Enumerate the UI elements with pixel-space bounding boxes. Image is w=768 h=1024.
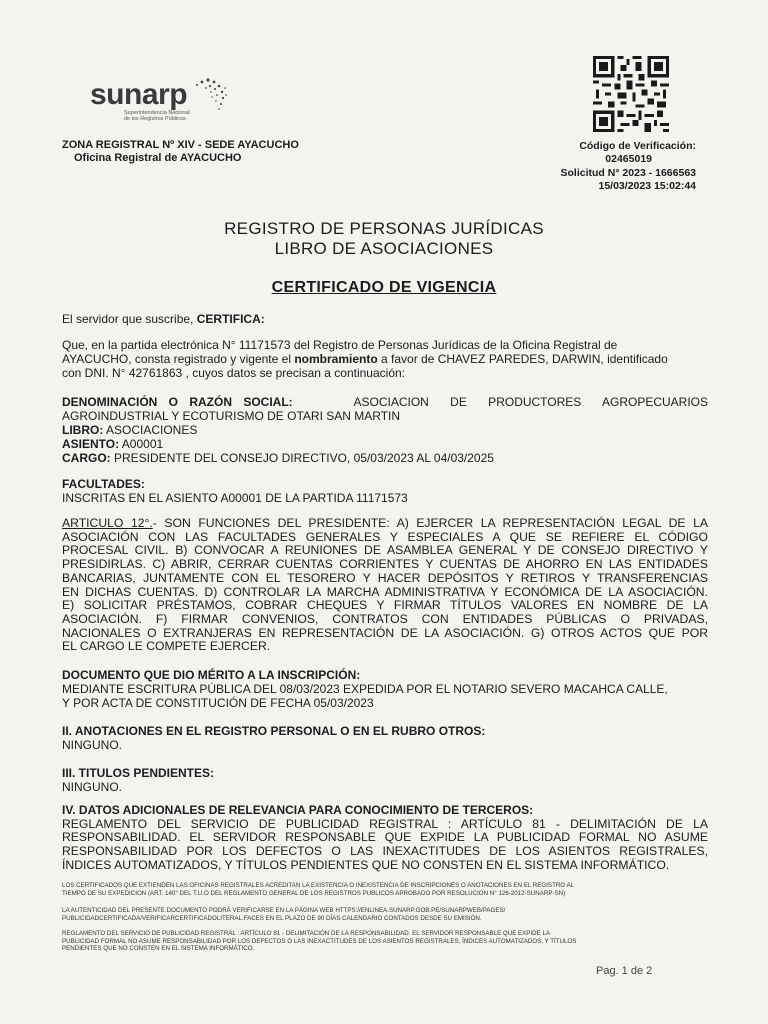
asiento-label: ASIENTO: — [62, 437, 120, 451]
documento-block — [62, 668, 708, 710]
registry-title-line2: LIBRO DE ASOCIACIONES — [274, 239, 494, 258]
certificate-title: CERTIFICADO DE VIGENCIA — [271, 279, 497, 296]
libro-label: LIBRO: — [62, 423, 104, 437]
verification-block — [520, 140, 696, 193]
anotaciones-block — [62, 724, 708, 752]
asiento-value: A00001 — [119, 437, 164, 451]
que-line2-a: AYACUCHO, consta registrado y vigente el — [62, 352, 295, 366]
articulo-line: NACIONALES O EXTRANJERAS EN REPRESENTACIÓN DE LA ASOCIACIÓN. G) OTROS ACTOS QUE POR — [62, 625, 708, 640]
articulo-heading: ARTICULO 12°. — [62, 516, 153, 530]
logo-subtitle-line2: de los Registros Públicos — [124, 116, 186, 122]
footnote-line: TIEMPO DE SU EXPEDICION (ART. 140° DEL T.U.O DEL REGLAMENTO GENERAL DE LOS REGISTROS PUBLICOS APROBADO POR RESOLUCION N° 126-2012-SUNARP-SN) — [62, 889, 566, 897]
que-nombramiento: nombramiento — [294, 352, 378, 366]
datos-adicionales-label: IV. DATOS ADICIONALES DE RELEVANCIA PARA CONOCIMIENTO DE TERCEROS: — [62, 803, 534, 817]
facultades-value: INSCRITAS EN EL ASIENTO A00001 DE LA PARTIDA 11171573 — [62, 491, 408, 505]
footnote-3 — [62, 930, 708, 953]
que-paragraph — [62, 338, 708, 380]
anotaciones-label: II. ANOTACIONES EN EL REGISTRO PERSONAL O EN EL RUBRO OTROS: — [62, 724, 486, 738]
issue-datetime: 15/03/2023 15:02:44 — [598, 179, 696, 192]
footnote-line: PENDIENTES QUE NO CONSTEN EN EL SISTEMA INFORMÁTICO. — [62, 945, 255, 952]
articulo-line: ASOCIACIÓN. F) FIRMAR CONVENIOS, CONTRATOS CON ENTIDADES PÚBLICAS O PRIVADAS, — [62, 611, 708, 626]
libro-value: ASOCIACIONES — [103, 423, 198, 437]
articulo-line — [62, 517, 708, 531]
datos-adicionales-block — [62, 804, 708, 873]
qr-code-icon — [592, 56, 670, 132]
anotaciones-value: NINGUNO. — [62, 738, 122, 752]
articulo-line: PRESIDIRLAS. C) ABRIR, CERRAR CUENTAS CORRIENTES Y CUENTAS DE AHORRO EN LAS ENTIDADES — [62, 557, 708, 572]
cargo-value: PRESIDENTE DEL CONSEJO DIRECTIVO, 05/03/2023 AL 04/03/2025 — [110, 451, 494, 465]
cargo-line — [62, 451, 708, 465]
datos-adicionales-line: RESPONSABILIDAD POR LOS DEFECTOS O LAS INEXACTITUDES DE LOS ASIENTOS REGISTRALES, — [62, 844, 708, 859]
articulo-line: EL CARGO LE COMPETE EJERCER. — [62, 639, 271, 654]
footnote-2 — [62, 907, 708, 922]
sunarp-logo — [90, 78, 190, 122]
intro-line — [62, 312, 708, 326]
zona-registral: ZONA REGISTRAL Nº XIV - SEDE AYACUCHO — [62, 139, 299, 151]
footnote-1 — [62, 882, 708, 897]
datos-adicionales-line: ÍNDICES AUTOMATIZADOS, Y TÍTULOS PENDIENTES QUE NO CONSTEN EN EL SISTEMA INFORMÁTICO. — [62, 857, 670, 872]
cargo-label: CARGO: — [62, 451, 111, 465]
titulos-label: III. TITULOS PENDIENTES: — [62, 766, 215, 780]
logo-sunburst-icon — [188, 76, 228, 116]
footnote-line: LA AUTENTICIDAD DEL PRESENTE DOCUMENTO PODRÁ VERIFICARSE EN LA PÁGINA WEB HTTPS://ENLINEA.SUNARP.GOB.PE/SUNARPWEB/PAGES/ — [62, 907, 506, 914]
footnote-line: PUBLICIDADCERTIFICADA/VERIFICARCERTIFICADOLITERAL.FACES EN EL PLAZO DE 90 DÍAS CALENDARIO CONTADOS DESDE SU EMISIÓN. — [62, 914, 482, 922]
articulo-line: ASOCIACIÓN CON LAS FACULTADES GENERALES Y ESPECIALES A QUE SE REFIERE EL CÓDIGO — [62, 529, 708, 544]
verification-label: Código de Verificación: — [579, 140, 696, 152]
que-line1-text: Que, en la partida electrónica N° 11171573 del Registro de Personas Jurídicas de la Oficina Registral de — [62, 338, 618, 352]
verification-code: 02465019 — [605, 153, 652, 166]
intro-colon: : — [260, 312, 265, 326]
denominacion-value-1: ASOCIACION DE PRODUCTORES AGROPECUARIOS — [353, 395, 708, 409]
solicitud-number: Solicitud N° 2023 - 1666563 — [560, 166, 696, 179]
datos-adicionales-line: RESPONSABILIDAD. EL SERVIDOR RESPONSABLE QUE EXPIDE LA PUBLICIDAD FORMAL NO ASUME — [62, 830, 708, 845]
articulo-line: EN DICHAS CUENTAS. D) CONTROLAR LA MARCHA ADMINISTRATIVA Y ECONÓMICA DE LA ASOCIACIÓN. — [62, 584, 708, 599]
footnote-line: PUBLICIDAD FORMAL NO ASUME RESPONSABILIDAD POR LOS DEFECTOS O LAS INEXACTITUDES DE LOS ASIENTOS REGISTRALES, ÍNDICES AUTOMATIZADOS, Y TÍTULOS — [62, 937, 577, 945]
oficina-registral: Oficina Registral de AYACUCHO — [74, 152, 242, 164]
logo-text: sunarp — [90, 78, 188, 111]
zona-registral-block — [62, 139, 299, 165]
que-line3: con DNI. N° 42761863 , cuyos datos se precisan a continuación: — [62, 366, 406, 380]
que-line2 — [62, 352, 708, 366]
footnote-line: LOS CERTIFICADOS QUE EXTIENDEN LAS OFICINAS REGISTRALES ACREDITAN LA EXISTENCIA O INEXISTENCIA DE INSCRIPCIONES O ANOTACIONES EN EL REGISTRO AL — [62, 882, 575, 889]
documento-line1: MEDIANTE ESCRITURA PÚBLICA DEL 08/03/2023 EXPEDIDA POR EL NOTARIO SEVERO MACAHCA CALLE, — [62, 682, 668, 696]
footnote-line: REGLAMENTO DEL SERVICIO DE PUBLICIDAD REGISTRAL : ARTÍCULO 81 - DELIMITACIÓN DE LA RESPONSABILIDAD. EL SERVIDOR RESPONSABLE QUE EXPIDE LA — [62, 930, 551, 937]
intro-certifica: CERTIFICA — [196, 312, 261, 326]
articulo-line: E) SOLICITAR PRÉSTAMOS, COBRAR CHEQUES Y FIRMAR TÍTULOS VALORES EN NOMBRE DE LA — [62, 598, 708, 613]
titulos-value: NINGUNO. — [62, 780, 122, 794]
articulo-line-text: - SON FUNCIONES DEL PRESIDENTE: A) EJERCER LA REPRESENTACIÓN LEGAL DE LA — [152, 516, 708, 530]
page-number: Pag. 1 de 2 — [596, 965, 653, 977]
que-line1 — [62, 338, 708, 352]
articulo-block — [62, 517, 708, 654]
denominacion-line — [62, 395, 708, 409]
libro-line — [62, 423, 708, 437]
documento-label: DOCUMENTO QUE DIO MÉRITO A LA INSCRIPCIÓN: — [62, 668, 361, 682]
registry-title — [0, 219, 768, 259]
datos-adicionales-line: REGLAMENTO DEL SERVICIO DE PUBLICIDAD REGISTRAL : ARTÍCULO 81 - DELIMITACIÓN DE LA — [62, 816, 708, 831]
asiento-line — [62, 437, 708, 451]
articulo-line: PROCESAL CIVIL. B) CONVOCAR A REUNIONES DE ASAMBLEA GENERAL Y DE CONSEJO DIRECTIVO Y — [62, 543, 708, 558]
articulo-line: BANCARIAS, JUNTAMENTE CON EL TESORERO Y HACER DEPÓSITOS Y RETIROS Y TRANSFERENCIAS — [62, 570, 708, 585]
denominacion-value-2: AGROINDUSTRIAL Y ECOTURISMO DE OTARI SAN MARTIN — [62, 409, 401, 423]
facultades-label: FACULTADES: — [62, 477, 145, 491]
logo-subtitle-line1: Superintendencia Nacional — [124, 110, 190, 116]
denominacion-label: DENOMINACIÓN O RAZÓN SOCIAL: — [62, 395, 293, 409]
titulos-block — [62, 766, 708, 794]
registry-title-line1: REGISTRO DE PERSONAS JURÍDICAS — [224, 219, 544, 238]
intro-pre: El servidor que suscribe, — [62, 312, 197, 326]
documento-line2: Y POR ACTA DE CONSTITUCIÓN DE FECHA 05/03/2023 — [62, 696, 374, 710]
facultades-block — [62, 477, 708, 505]
que-line2-c: a favor de CHAVEZ PAREDES, DARWIN, identificado — [377, 352, 668, 366]
datos-block — [62, 395, 708, 465]
